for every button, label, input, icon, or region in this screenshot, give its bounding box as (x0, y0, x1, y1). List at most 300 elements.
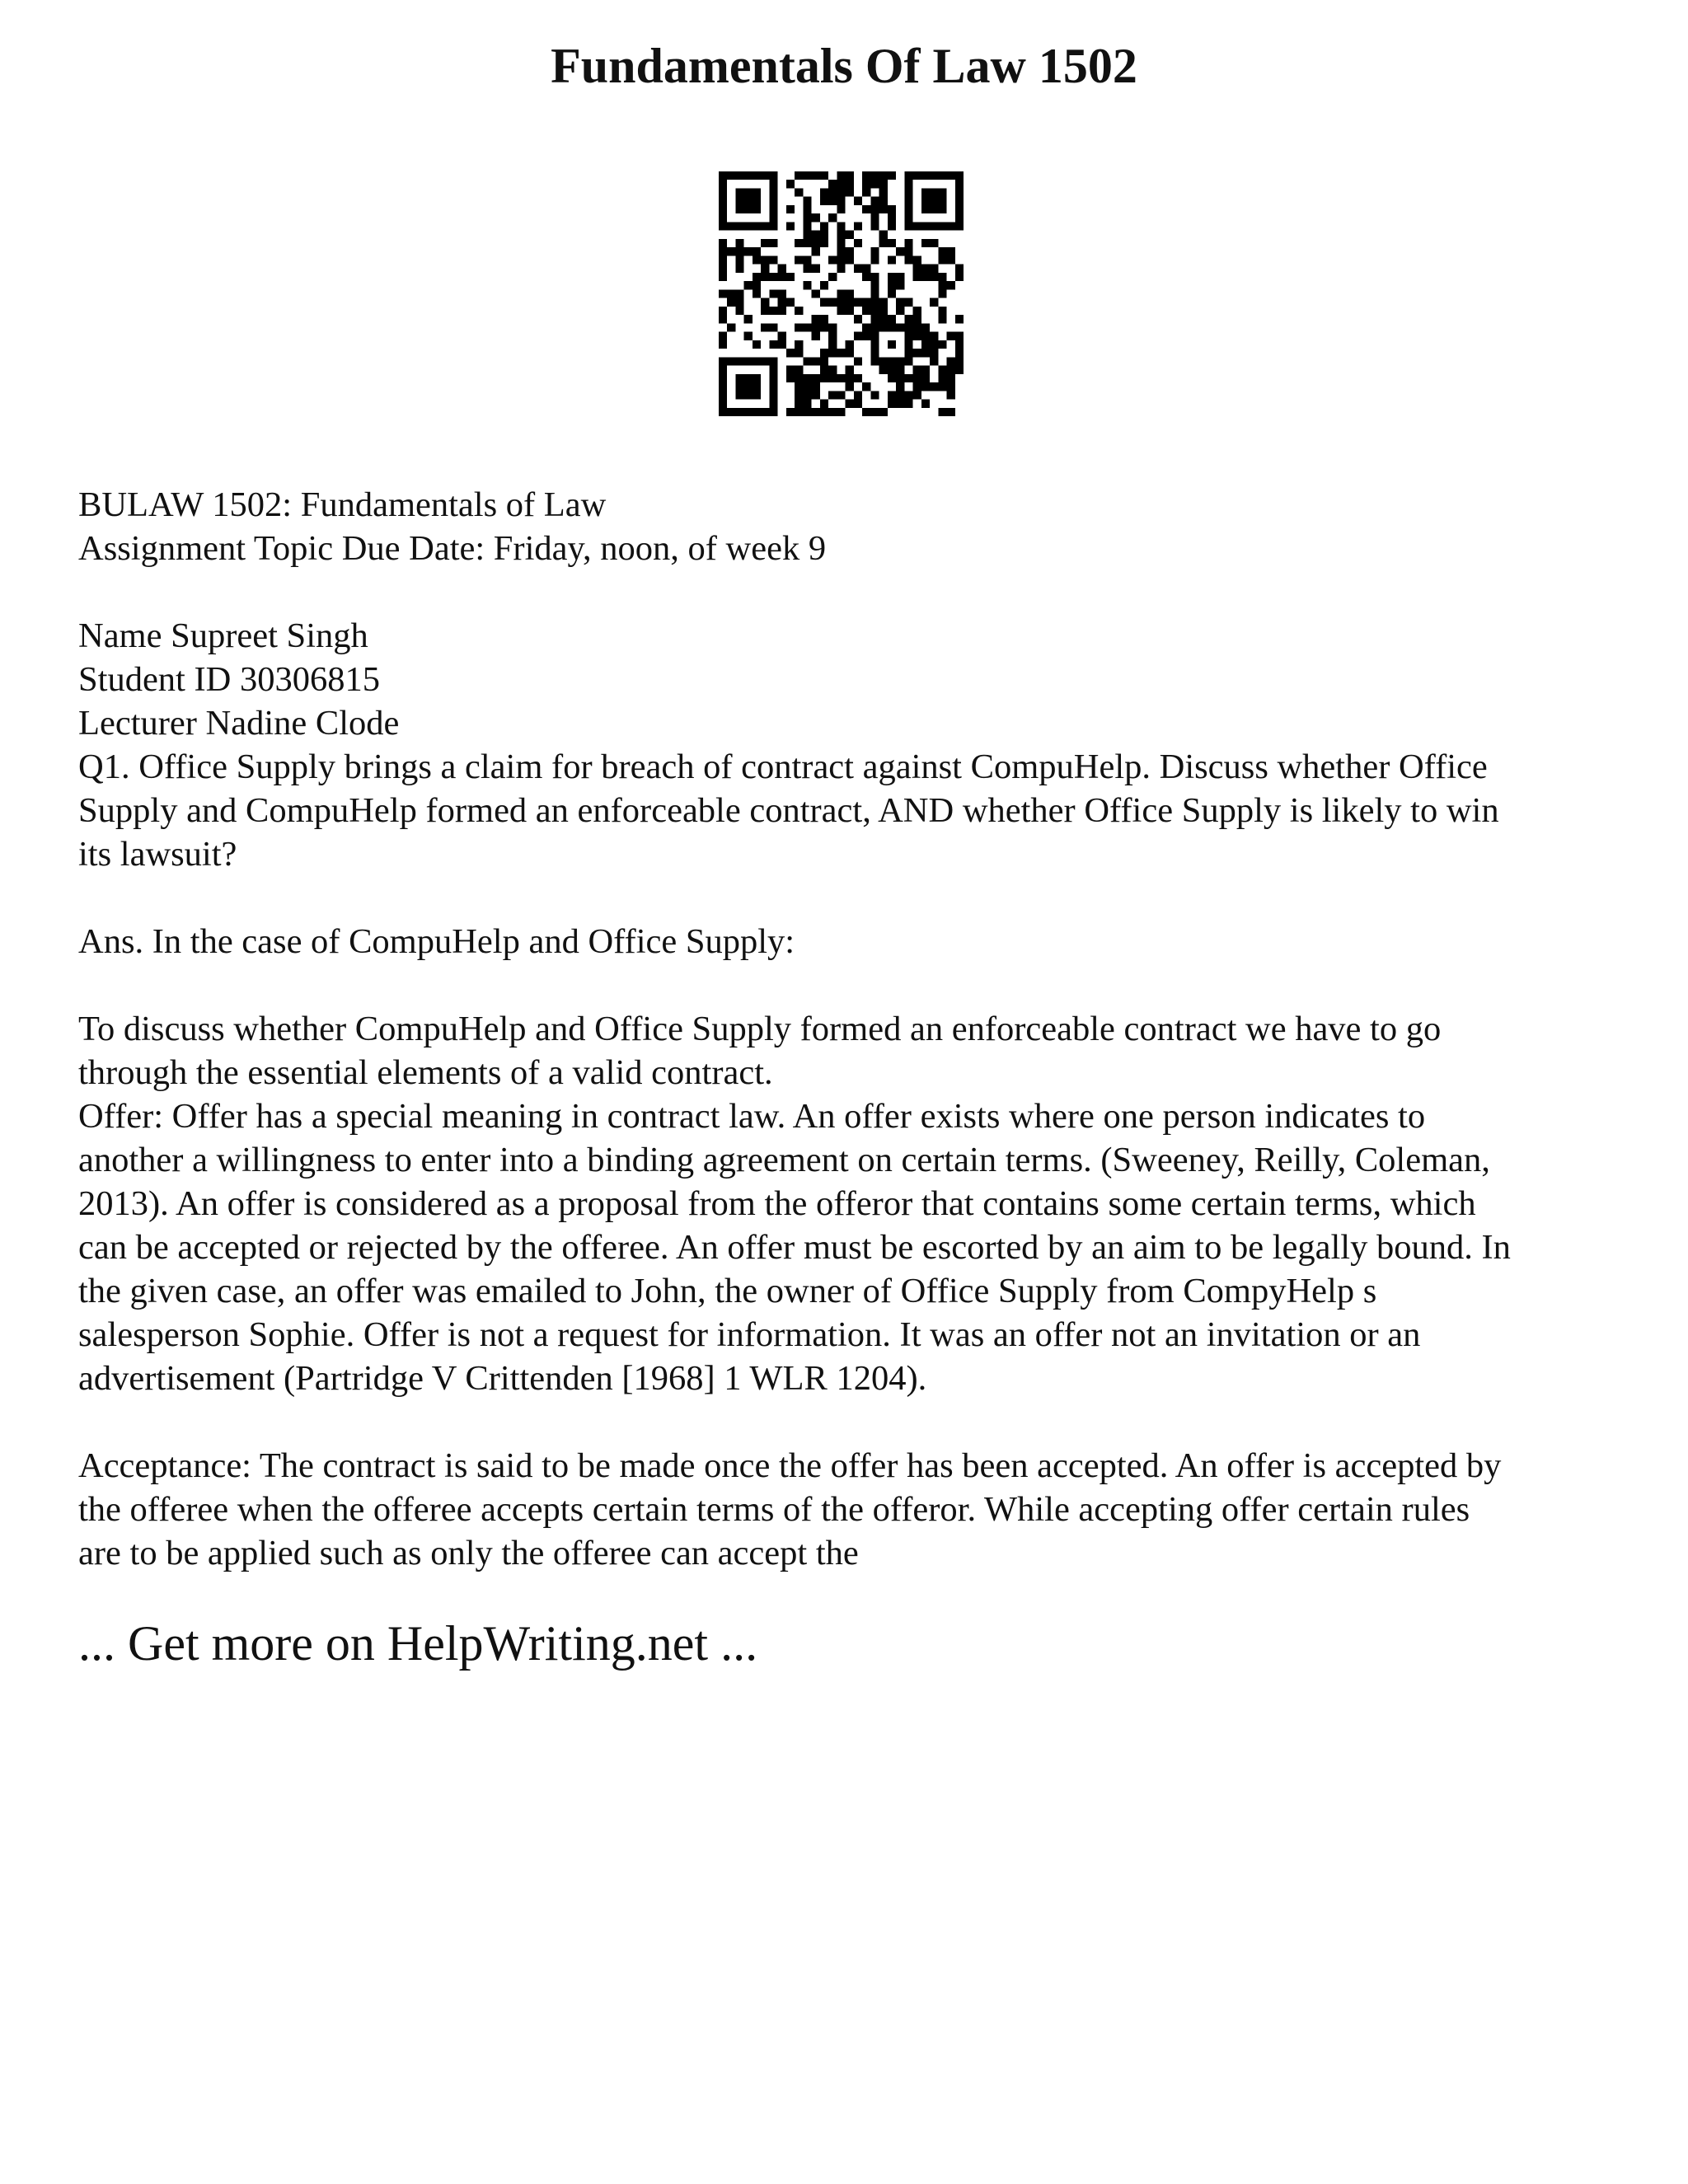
qr-module (820, 231, 828, 239)
qr-module (921, 188, 930, 196)
qr-module (735, 188, 743, 196)
qr-module (930, 222, 938, 230)
qr-module (744, 281, 753, 289)
qr-module (769, 382, 777, 391)
qr-module (921, 239, 930, 247)
qr-module (735, 197, 743, 205)
qr-module (744, 374, 753, 382)
qr-module (904, 374, 912, 382)
qr-module (837, 374, 845, 382)
qr-module (879, 205, 888, 213)
qr-module (753, 281, 761, 289)
qr-module (955, 332, 964, 340)
qr-module (846, 247, 854, 255)
qr-module (803, 323, 811, 331)
qr-module (870, 391, 879, 399)
qr-module (870, 340, 879, 349)
qr-module (921, 382, 930, 391)
qr-module (753, 205, 761, 213)
qr-module (812, 239, 820, 247)
qr-module (913, 374, 921, 382)
qr-module (812, 374, 820, 382)
qr-module (921, 374, 930, 382)
qr-module (896, 357, 904, 365)
qr-module (938, 340, 946, 349)
qr-module (896, 307, 904, 315)
qr-module (870, 281, 879, 289)
qr-module (837, 255, 845, 264)
qr-module (888, 205, 896, 213)
qr-module (955, 357, 964, 365)
qr-module (938, 281, 946, 289)
qr-module (769, 323, 777, 331)
qr-module (854, 391, 862, 399)
qr-module (719, 255, 727, 264)
qr-module (769, 171, 777, 180)
qr-module (904, 180, 912, 188)
qr-module (828, 366, 837, 374)
question-line: Q1. Office Supply brings a claim for breach of contract against CompuHelp. Discuss whether Office (78, 748, 1488, 786)
qr-module (820, 197, 828, 205)
qr-module (888, 281, 896, 289)
qr-module (828, 298, 837, 307)
qr-module (753, 408, 761, 416)
qr-module (947, 255, 955, 264)
qr-module (879, 408, 888, 416)
qr-module (828, 374, 837, 382)
qr-module (837, 171, 845, 180)
qr-module (803, 391, 811, 399)
qr-module (904, 171, 912, 180)
qr-module (786, 349, 795, 357)
qr-module (938, 205, 946, 213)
qr-module (753, 357, 761, 365)
qr-module (753, 197, 761, 205)
qr-code-icon (719, 171, 964, 416)
offer-paragraph-line: Offer: Offer has a special meaning in contract law. An offer exists where one person indicates to (78, 1097, 1426, 1136)
qr-module (846, 298, 854, 307)
qr-module (870, 247, 879, 255)
qr-module (753, 222, 761, 230)
qr-module (744, 315, 753, 323)
qr-module (753, 374, 761, 382)
qr-module (820, 239, 828, 247)
qr-module (753, 171, 761, 180)
qr-module (862, 265, 870, 273)
qr-module (913, 391, 921, 399)
qr-module (938, 374, 946, 382)
qr-module (921, 366, 930, 374)
qr-module (913, 366, 921, 374)
qr-module (930, 171, 938, 180)
qr-module (769, 239, 777, 247)
qr-module (719, 213, 727, 222)
discussion-line: through the essential elements of a valid contract. (78, 1053, 773, 1092)
qr-module (930, 197, 938, 205)
qr-module (888, 400, 896, 408)
qr-module (879, 315, 888, 323)
offer-paragraph-line: can be accepted or rejected by the offeree. An offer must be escorted by an aim to be legally bound. In (78, 1228, 1511, 1267)
qr-module (719, 332, 727, 340)
qr-module (719, 171, 727, 180)
offer-paragraph-line: 2013). An offer is considered as a proposal from the offeror that contains some certain terms, which (78, 1184, 1476, 1223)
qr-module (896, 391, 904, 399)
qr-module (744, 391, 753, 399)
qr-module (727, 247, 735, 255)
qr-module (913, 382, 921, 391)
qr-module (862, 298, 870, 307)
qr-module (930, 357, 938, 365)
qr-module (719, 340, 727, 349)
qr-module (820, 357, 828, 365)
qr-module (719, 382, 727, 391)
qr-module (812, 323, 820, 331)
qr-module (769, 408, 777, 416)
qr-module (795, 349, 803, 357)
qr-module (786, 273, 795, 281)
qr-module (930, 205, 938, 213)
qr-module (735, 357, 743, 365)
qr-module (719, 188, 727, 196)
qr-module (879, 197, 888, 205)
qr-module (803, 231, 811, 239)
qr-module (719, 180, 727, 188)
qr-module (888, 374, 896, 382)
qr-module (904, 315, 912, 323)
qr-module (769, 391, 777, 399)
qr-module (862, 205, 870, 213)
qr-module (896, 366, 904, 374)
qr-module (955, 315, 964, 323)
qr-module (921, 273, 930, 281)
qr-module (753, 247, 761, 255)
qr-module (778, 332, 786, 340)
qr-module (870, 357, 879, 365)
qr-module (727, 298, 735, 307)
qr-module (769, 340, 777, 349)
qr-module (761, 255, 769, 264)
qr-module (870, 349, 879, 357)
qr-module (846, 255, 854, 264)
qr-module (921, 332, 930, 340)
qr-module (870, 213, 879, 222)
qr-module (904, 222, 912, 230)
qr-module (888, 340, 896, 349)
qr-module (837, 289, 845, 298)
qr-module (761, 298, 769, 307)
qr-module (904, 213, 912, 222)
qr-module (820, 188, 828, 196)
qr-module (820, 323, 828, 331)
qr-module (820, 298, 828, 307)
qr-module (786, 366, 795, 374)
qr-module (904, 400, 912, 408)
qr-module (828, 332, 837, 340)
qr-module (735, 265, 743, 273)
qr-module (870, 197, 879, 205)
qr-module (921, 197, 930, 205)
qr-module (795, 255, 803, 264)
qr-module (727, 408, 735, 416)
qr-module (854, 400, 862, 408)
qr-module (727, 357, 735, 365)
qr-module (820, 281, 828, 289)
qr-module (753, 391, 761, 399)
qr-module (913, 332, 921, 340)
qr-module (828, 255, 837, 264)
acceptance-paragraph-line: are to be applied such as only the offeree can accept the (78, 1534, 859, 1572)
qr-module (870, 408, 879, 416)
qr-module (769, 188, 777, 196)
qr-module (938, 408, 946, 416)
qr-module (904, 340, 912, 349)
qr-module (837, 222, 845, 230)
qr-module (719, 247, 727, 255)
qr-module (769, 197, 777, 205)
qr-module (955, 213, 964, 222)
qr-module (888, 391, 896, 399)
qr-module (837, 349, 845, 357)
qr-module (862, 180, 870, 188)
acceptance-paragraph-line: the offeree when the offeree accepts certain terms of the offeror. While accepting offer certain rules (78, 1490, 1470, 1529)
qr-module (938, 382, 946, 391)
qr-module (778, 289, 786, 298)
qr-module (921, 222, 930, 230)
qr-module (769, 289, 777, 298)
student-name: Name Supreet Singh (78, 616, 368, 655)
qr-module (837, 180, 845, 188)
qr-module (879, 180, 888, 188)
qr-module (803, 255, 811, 264)
qr-module (795, 400, 803, 408)
qr-module (870, 315, 879, 323)
qr-module (947, 281, 955, 289)
qr-module (921, 323, 930, 331)
qr-module (888, 315, 896, 323)
qr-module (812, 332, 820, 340)
qr-module (769, 180, 777, 188)
qr-module (846, 289, 854, 298)
qr-module (846, 400, 854, 408)
qr-module (888, 255, 896, 264)
offer-paragraph-line: another a willingness to enter into a binding agreement on certain terms. (Sweeney, Reilly, Coleman, (78, 1141, 1490, 1179)
qr-module (837, 231, 845, 239)
qr-module (938, 307, 946, 315)
qr-module (812, 247, 820, 255)
qr-module (921, 349, 930, 357)
qr-module (913, 255, 921, 264)
qr-module (938, 247, 946, 255)
qr-module (719, 357, 727, 365)
qr-module (753, 188, 761, 196)
qr-module (870, 205, 879, 213)
qr-module (879, 171, 888, 180)
qr-module (778, 273, 786, 281)
qr-module (862, 323, 870, 331)
qr-module (938, 171, 946, 180)
qr-module (938, 366, 946, 374)
qr-module (803, 239, 811, 247)
qr-module (769, 400, 777, 408)
qr-module (846, 180, 854, 188)
qr-module (846, 366, 854, 374)
qr-module (828, 188, 837, 196)
qr-module (846, 171, 854, 180)
qr-module (888, 222, 896, 230)
qr-module (837, 265, 845, 273)
qr-module (828, 408, 837, 416)
qr-module (947, 222, 955, 230)
qr-module (761, 273, 769, 281)
qr-module (769, 273, 777, 281)
qr-module (955, 349, 964, 357)
qr-module (870, 298, 879, 307)
qr-module (888, 273, 896, 281)
due-date-line: Assignment Topic Due Date: Friday, noon, of week 9 (78, 529, 827, 568)
qr-module (812, 391, 820, 399)
qr-module (778, 298, 786, 307)
qr-module (870, 180, 879, 188)
discussion-line: To discuss whether CompuHelp and Office Supply formed an enforceable contract we have to go (78, 1010, 1442, 1048)
qr-module (904, 188, 912, 196)
qr-module (904, 239, 912, 247)
qr-module (769, 374, 777, 382)
qr-module (812, 357, 820, 365)
qr-module (769, 213, 777, 222)
qr-module (904, 197, 912, 205)
qr-module (820, 222, 828, 230)
qr-module (846, 307, 854, 315)
qr-module (769, 307, 777, 315)
qr-module (719, 273, 727, 281)
qr-module (896, 374, 904, 382)
qr-module (753, 340, 761, 349)
qr-module (761, 171, 769, 180)
qr-module (769, 357, 777, 365)
qr-module (803, 408, 811, 416)
qr-module (896, 273, 904, 281)
qr-module (735, 382, 743, 391)
qr-module (888, 239, 896, 247)
qr-module (862, 188, 870, 196)
qr-module (719, 239, 727, 247)
qr-module (854, 265, 862, 273)
qr-module (938, 222, 946, 230)
qr-module (769, 222, 777, 230)
qr-module (879, 231, 888, 239)
qr-module (921, 171, 930, 180)
qr-module (947, 408, 955, 416)
qr-module (846, 382, 854, 391)
qr-module (803, 400, 811, 408)
qr-module (744, 222, 753, 230)
qr-module (820, 171, 828, 180)
qr-module (820, 366, 828, 374)
qr-module (803, 222, 811, 230)
qr-module (955, 188, 964, 196)
qr-module (862, 273, 870, 281)
qr-module (795, 374, 803, 382)
qr-module (828, 273, 837, 281)
qr-module (753, 273, 761, 281)
qr-module (837, 391, 845, 399)
qr-module (812, 213, 820, 222)
qr-module (828, 391, 837, 399)
qr-module (812, 265, 820, 273)
qr-module (930, 298, 938, 307)
qr-module (727, 289, 735, 298)
qr-module (837, 307, 845, 315)
qr-module (904, 255, 912, 264)
qr-module (735, 222, 743, 230)
qr-module (930, 273, 938, 281)
qr-module (719, 408, 727, 416)
qr-module (795, 171, 803, 180)
qr-module (735, 374, 743, 382)
qr-module (820, 315, 828, 323)
qr-module (846, 374, 854, 382)
qr-module (862, 332, 870, 340)
qr-module (803, 171, 811, 180)
qr-module (896, 323, 904, 331)
lecturer-name: Lecturer Nadine Clode (78, 704, 400, 743)
qr-module (820, 400, 828, 408)
document-body (78, 483, 1628, 1575)
qr-module (904, 247, 912, 255)
qr-module (719, 289, 727, 298)
qr-module (735, 307, 743, 315)
qr-module (803, 265, 811, 273)
qr-module (795, 366, 803, 374)
qr-module (888, 323, 896, 331)
qr-module (921, 205, 930, 213)
qr-module (870, 332, 879, 340)
qr-module (837, 205, 845, 213)
qr-module (879, 239, 888, 247)
qr-module (904, 323, 912, 331)
qr-module (828, 349, 837, 357)
qr-module (896, 400, 904, 408)
qr-module (938, 315, 946, 323)
qr-module (930, 265, 938, 273)
qr-module (938, 255, 946, 264)
qr-module (870, 307, 879, 315)
page-title: Fundamentals Of Law 1502 (551, 39, 1137, 93)
qr-module (735, 171, 743, 180)
qr-module (879, 188, 888, 196)
qr-module (913, 323, 921, 331)
get-more-link[interactable]: ... Get more on HelpWriting.net ... (78, 1616, 758, 1671)
qr-module (888, 289, 896, 298)
qr-module (904, 205, 912, 213)
qr-module (744, 408, 753, 416)
qr-module (930, 340, 938, 349)
qr-module (744, 357, 753, 365)
qr-module (786, 180, 795, 188)
qr-module (786, 408, 795, 416)
qr-module (955, 171, 964, 180)
qr-module (719, 315, 727, 323)
qr-module (904, 391, 912, 399)
qr-module (930, 239, 938, 247)
qr-module (854, 315, 862, 323)
qr-module (955, 205, 964, 213)
qr-module (812, 408, 820, 416)
qr-module (888, 171, 896, 180)
qr-module (786, 205, 795, 213)
qr-module (879, 323, 888, 331)
qr-module (947, 366, 955, 374)
